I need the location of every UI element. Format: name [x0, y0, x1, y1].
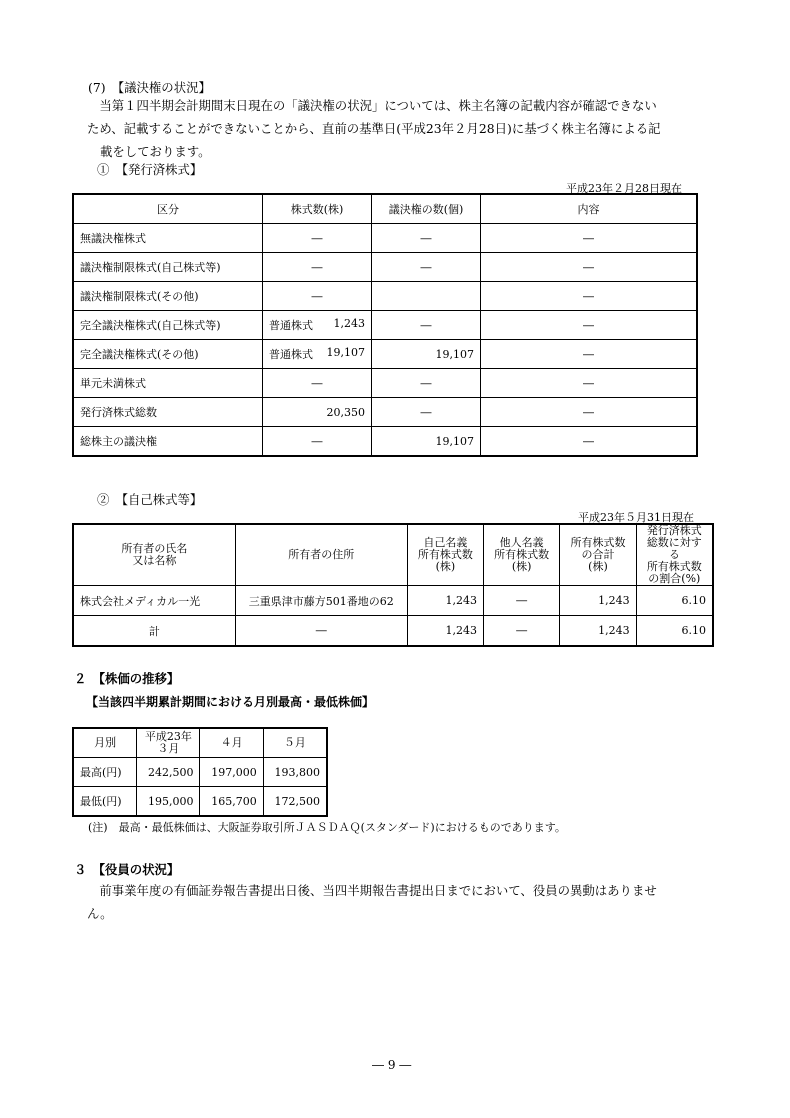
header-line: 所有株式数 — [494, 548, 550, 561]
owner-address-cell: ― — [235, 616, 407, 647]
month-header-cell: ５月 — [263, 728, 327, 758]
shares-cell — [263, 340, 372, 369]
header-cell — [636, 524, 713, 586]
table-header-row — [73, 524, 713, 586]
row-label: 最高(円) — [73, 758, 137, 787]
row-label: 無議決権株式 — [73, 224, 263, 253]
paragraph-line: 当第１四半期会計期間末日現在の「議決権の状況」については、株主名簿の記載内容が確認できない — [87, 98, 657, 113]
votes-cell: ― — [372, 224, 481, 253]
share-type: 普通株式 — [269, 319, 313, 332]
votes-cell: ― — [372, 398, 481, 427]
table2-date: 平成23年５月31日現在 — [578, 511, 694, 524]
header-cell — [484, 524, 560, 586]
content-cell: ― — [481, 253, 698, 282]
section-2-heading: ２ 【株価の推移】 — [74, 671, 180, 686]
table-row — [73, 253, 697, 282]
owner-name-cell: 株式会社メディカル一光 — [73, 586, 235, 616]
total-shares-cell: 1,243 — [560, 616, 636, 647]
shares-cell — [263, 311, 372, 340]
votes-cell: ― — [372, 311, 481, 340]
price-cell: 197,000 — [200, 758, 263, 787]
share-count: 19,107 — [326, 346, 365, 359]
header-line: ３月 — [157, 742, 180, 755]
header-cell — [73, 524, 235, 586]
shares-cell: ― — [263, 282, 372, 311]
price-cell: 165,700 — [200, 787, 263, 817]
page-number: ― 9 ― — [372, 1058, 412, 1072]
share-type: 普通株式 — [269, 348, 313, 361]
stock-price-table — [72, 727, 328, 817]
table-row — [73, 787, 327, 817]
ratio-cell: 6.10 — [636, 616, 713, 647]
own-shares-cell: 1,243 — [407, 586, 483, 616]
row-label: 発行済株式総数 — [73, 398, 263, 427]
price-cell: 195,000 — [137, 787, 200, 817]
month-header-cell: ４月 — [200, 728, 263, 758]
table1-date: 平成23年２月28日現在 — [566, 182, 682, 195]
table-row — [73, 616, 713, 647]
section-7-heading: (7) 【議決権の状況】 — [88, 80, 211, 95]
table-row — [73, 758, 327, 787]
paragraph-line: 前事業年度の有価証券報告書提出日後、当四半期報告書提出日までにおいて、役員の異動はありませ — [87, 883, 657, 898]
header-cell: 議決権の数(個) — [372, 194, 481, 224]
header-line: (株) — [511, 560, 532, 573]
shares-cell: ― — [263, 427, 372, 457]
row-label: 単元未満株式 — [73, 369, 263, 398]
header-line: 平成23年 — [144, 730, 192, 743]
content-cell: ― — [481, 311, 698, 340]
stock-price-subheading: 【当該四半期累計期間における月別最高・最低株価】 — [86, 695, 375, 709]
header-line: (株) — [588, 560, 608, 573]
header-line: 発行済株式 — [646, 524, 702, 537]
header-line: 総数に対する — [646, 536, 702, 561]
header-cell — [235, 524, 407, 586]
shares-cell: ― — [263, 224, 372, 253]
header-cell: 内容 — [481, 194, 698, 224]
table-row — [73, 311, 697, 340]
paragraph-line: ため、記載することができないことから、直前の基準日(平成23年２月28日)に基づく株主名簿による記 — [87, 121, 661, 136]
header-line: 他人名義 — [499, 536, 544, 549]
price-cell: 242,500 — [137, 758, 200, 787]
content-cell: ― — [481, 340, 698, 369]
row-label: 完全議決権株式(その他) — [73, 340, 263, 369]
table-row — [73, 369, 697, 398]
ratio-cell: 6.10 — [636, 586, 713, 616]
treasury-shares-table — [72, 523, 714, 647]
table-row — [73, 586, 713, 616]
header-line: 所有者の住所 — [288, 548, 355, 561]
votes-cell — [372, 282, 481, 311]
row-label: 完全議決権株式(自己株式等) — [73, 311, 263, 340]
issued-shares-subheading: ① 【発行済株式】 — [97, 162, 203, 177]
shares-cell: ― — [263, 253, 372, 282]
price-cell: 172,500 — [263, 787, 327, 817]
month-header-cell — [137, 728, 200, 758]
header-line: の割合(%) — [648, 572, 701, 585]
header-line: の合計 — [581, 548, 615, 561]
header-cell — [560, 524, 636, 586]
section-7-paragraph — [87, 94, 727, 163]
header-line: 所有者の氏名 — [121, 542, 188, 555]
table-header-row — [73, 728, 327, 758]
header-cell — [407, 524, 483, 586]
stock-price-note: (注) 最高・最低株価は、大阪証券取引所ＪＡＳＤＡＱ(スタンダード)におけるものであります。 — [88, 821, 566, 834]
content-cell: ― — [481, 427, 698, 457]
header-line: 所有株式数 — [646, 560, 702, 573]
table-row — [73, 427, 697, 457]
row-label: 総株主の議決権 — [73, 427, 263, 457]
other-shares-cell: ― — [484, 616, 560, 647]
votes-cell: ― — [372, 253, 481, 282]
paragraph-line: ん。 — [87, 906, 113, 921]
shares-cell: ― — [263, 369, 372, 398]
issued-shares-table — [72, 193, 698, 457]
price-cell: 193,800 — [263, 758, 327, 787]
votes-cell: ― — [372, 369, 481, 398]
row-label: 議決権制限株式(自己株式等) — [73, 253, 263, 282]
owner-name-cell: 計 — [73, 616, 235, 647]
row-label: 議決権制限株式(その他) — [73, 282, 263, 311]
content-cell: ― — [481, 398, 698, 427]
section-3-paragraph — [87, 879, 727, 925]
total-shares-cell: 1,243 — [560, 586, 636, 616]
header-line: 所有株式数 — [417, 548, 473, 561]
table-row — [73, 224, 697, 253]
header-line: 自己名義 — [423, 536, 468, 549]
content-cell: ― — [481, 369, 698, 398]
header-cell: 区分 — [73, 194, 263, 224]
header-line: 又は名称 — [132, 554, 177, 567]
shares-cell: 20,350 — [263, 398, 372, 427]
treasury-shares-subheading: ② 【自己株式等】 — [97, 492, 203, 507]
header-cell: 株式数(株) — [263, 194, 372, 224]
other-shares-cell: ― — [484, 586, 560, 616]
share-count: 1,243 — [333, 317, 365, 330]
own-shares-cell: 1,243 — [407, 616, 483, 647]
header-line: 所有株式数 — [570, 536, 626, 549]
table-row — [73, 398, 697, 427]
section-3-heading: ３ 【役員の状況】 — [74, 862, 180, 877]
table-header-row — [73, 194, 697, 224]
table-row — [73, 282, 697, 311]
owner-address-cell: 三重県津市藤方501番地の62 — [235, 586, 407, 616]
corner-cell: 月別 — [73, 728, 137, 758]
votes-cell: 19,107 — [372, 340, 481, 369]
votes-cell: 19,107 — [372, 427, 481, 457]
content-cell: ― — [481, 224, 698, 253]
header-line: (株) — [435, 560, 456, 573]
table-row — [73, 340, 697, 369]
paragraph-line: 載をしております。 — [100, 144, 211, 159]
content-cell: ― — [481, 282, 698, 311]
row-label: 最低(円) — [73, 787, 137, 817]
